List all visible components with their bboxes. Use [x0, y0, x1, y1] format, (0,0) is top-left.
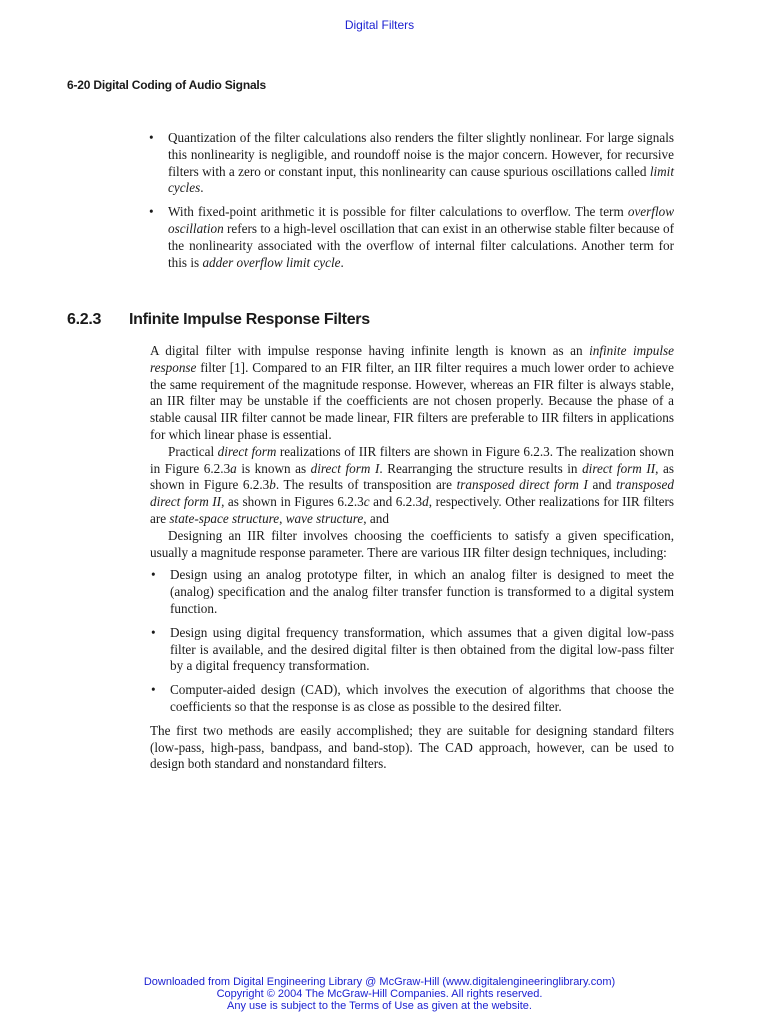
text-run: refers to a high-level oscillation that can exist in an otherwise stable filter because of the nonlinearity associated with the overflow of internal filter calculations. Another term for this is: [168, 220, 674, 270]
footer: [0, 976, 759, 1012]
emphasis-term: d: [422, 494, 429, 510]
text-run: Quantization of the filter calculations also renders the filter slightly nonlinear. For large signals this nonlinearity is negligible, and roundoff noise is the major concern. However, for recursive filters with a zero or constant input, this nonlinearity can cause spurious oscillations called: [168, 130, 674, 179]
text-run: , respectively. Other realizations for IIR filters are: [150, 494, 675, 526]
emphasis-term: limit cycles: [168, 163, 674, 196]
emphasis-term: wave structure: [285, 510, 364, 526]
bullet-overflow: [148, 204, 674, 271]
text-run: is known as: [236, 460, 311, 476]
text-run: .: [340, 254, 344, 270]
list-item: • Computer-aided design (CAD), which involves the execution of algorithms that choose the coefficients so that the response is as close as possible to the desired filter.: [150, 682, 674, 716]
emphasis-term: overflow oscillation: [168, 204, 674, 236]
bullet-quantization: [148, 130, 674, 197]
text-run: filter [1]. Compared to an FIR filter, an IIR filter requires a much lower order to achieve the same requirement of the magnitude response. However, whereas an FIR filter is always stable, an IIR filter may be unstable if the coefficients are not chosen properly. Because the phase of a stable causal IIR filter cannot be made linear, FIR filters are preferable to IIR filters in applications for which linear phase is essential.: [150, 359, 674, 442]
top-bullet-list: [148, 130, 674, 278]
list-item: • Design using an analog prototype filter, in which an analog filter is designed to meet the (analog) specification and the analog filter transfer function is transformed to a digital system function.: [150, 567, 674, 617]
paragraph-conclusion: The first two methods are easily accomplished; they are suitable for designing standard filters (low-pass, high-pass, bandpass, and band-stop). The CAD approach, however, can be used to design both standard and nonstandard filters.: [150, 722, 674, 772]
page-header-link[interactable]: Digital Filters: [344, 18, 415, 32]
footer-copyright: Copyright © 2004 The McGraw-Hill Companies. All rights reserved.: [216, 988, 543, 1000]
design-technique-list: [150, 567, 674, 715]
emphasis-term: transposed direct form I: [456, 477, 588, 493]
section-body: [150, 343, 674, 773]
text-run: . Rearranging the structure results in: [379, 460, 583, 476]
footer-download-link[interactable]: Downloaded from Digital Engineering Library @ McGraw-Hill (www.digitalengineeringlibrary.com): [143, 976, 616, 988]
text-run: and 6.2.3: [369, 494, 423, 510]
emphasis-term: state-space structure: [169, 510, 280, 526]
text-run: .: [200, 180, 204, 196]
paragraph-design-intro: Designing an IIR filter involves choosing the coefficients to satisfy a given specification, usually a magnitude response parameter. There are various IIR filter design techniques, including:: [150, 527, 674, 560]
emphasis-term: adder overflow limit cycle: [202, 254, 341, 270]
text-run: ,: [279, 510, 286, 526]
text-run: With fixed-point arithmetic it is possible for filter calculations to overflow. The term: [168, 204, 628, 220]
paragraph-realizations: [150, 444, 674, 528]
emphasis-term: direct form II: [582, 460, 656, 476]
text-run: realizations of IIR filters are shown in Figure 6.2.3. The realization shown in Figure 6.2.3: [150, 443, 674, 476]
section-title: Infinite Impulse Response Filters: [129, 311, 370, 328]
emphasis-term: infinite impulse response: [150, 343, 674, 375]
text-run: A digital filter with impulse response having infinite length is known as an: [150, 343, 590, 358]
emphasis-term: transposed direct form II: [150, 477, 674, 510]
emphasis-term: direct form I: [310, 460, 380, 476]
emphasis-term: b: [269, 477, 276, 493]
paragraph-intro: [150, 343, 674, 444]
emphasis-term: c: [363, 494, 370, 510]
text-run: , as shown in Figure 6.2.3: [150, 460, 674, 493]
emphasis-term: a: [230, 460, 237, 476]
section-number: 6.2.3: [67, 311, 102, 328]
text-run: Practical: [168, 443, 218, 459]
running-head: 6-20 Digital Coding of Audio Signals: [67, 78, 267, 92]
footer-terms-link[interactable]: Any use is subject to the Terms of Use as given at the website.: [227, 1000, 532, 1012]
text-run: . The results of transposition are: [275, 477, 457, 493]
text-run: , as shown in Figures 6.2.3: [221, 494, 364, 510]
list-item: • Design using digital frequency transformation, which assumes that a given digital low-pass filter is available, and the desired digital filter is then obtained from the digital low-pass filter by a digital frequency transformation.: [150, 625, 674, 675]
emphasis-term: direct form: [217, 443, 277, 459]
text-run: , and: [363, 510, 389, 526]
section-heading: [67, 311, 687, 329]
text-run: and: [587, 477, 617, 493]
